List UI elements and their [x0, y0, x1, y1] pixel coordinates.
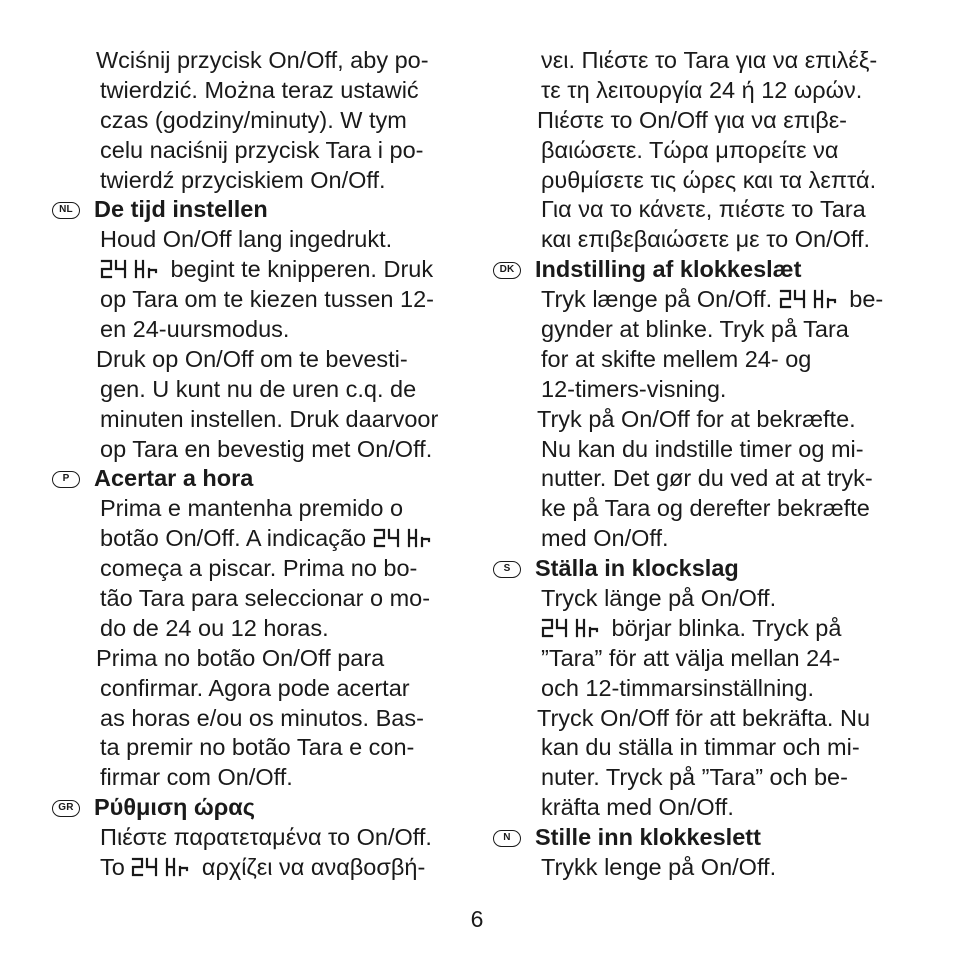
- text-fragment: Tryk på On/Off for at bekræfte.: [537, 405, 856, 432]
- text-fragment: Trykk lenge på On/Off.: [541, 854, 777, 881]
- segment-display-24hr-icon: [373, 528, 437, 548]
- text-fragment: och 12-timmarsinställning.: [541, 674, 814, 701]
- text-fragment: αρχίζει να αναβοσβή-: [201, 854, 426, 881]
- text-line: [52, 136, 472, 166]
- text-fragment: começa a piscar. Prima no bo-: [100, 555, 418, 582]
- text-fragment: tão Tara para seleccionar o mo-: [100, 585, 431, 612]
- text-fragment: czas (godziny/minuty). W tym: [100, 106, 407, 133]
- text-fragment: as horas e/ou os minutos. Bas-: [100, 704, 424, 731]
- text-line: [52, 375, 472, 405]
- text-line: [52, 763, 472, 793]
- section-title: Stille inn klokkeslett: [535, 824, 761, 851]
- text-fragment: twierdzić. Można teraz ustawić: [100, 76, 419, 103]
- text-fragment: do de 24 ou 12 horas.: [100, 614, 329, 641]
- text-fragment: gen. U kunt nu de uren c.q. de: [100, 375, 417, 402]
- language-badge-icon: N: [493, 830, 521, 847]
- text-fragment: Prima e mantenha premido o: [100, 495, 404, 522]
- text-line: [52, 106, 472, 136]
- text-fragment: Houd On/Off lang ingedrukt.: [100, 226, 393, 253]
- text-line: [493, 763, 913, 793]
- text-line: [493, 285, 913, 315]
- text-fragment: med On/Off.: [541, 525, 669, 552]
- text-fragment: Tryck On/Off för att bekräfta. Nu: [537, 704, 871, 731]
- text-fragment: ρυθμίσετε τις ώρες και τα λεπτά.: [541, 166, 877, 193]
- text-fragment: βαιώσετε. Τώρα μπορείτε να: [541, 136, 839, 163]
- text-line: [52, 345, 472, 375]
- text-fragment: for at skifte mellem 24- og: [541, 345, 812, 372]
- language-badge-icon: S: [493, 561, 521, 578]
- text-line: [52, 285, 472, 315]
- section-heading: [52, 195, 472, 225]
- section-title: Ställa in klockslag: [535, 555, 739, 582]
- text-line: [493, 494, 913, 524]
- text-line: [52, 704, 472, 734]
- text-fragment: Για να το κάνετε, πιέστε το Tara: [541, 196, 866, 223]
- language-badge-icon: P: [52, 471, 80, 488]
- text-line: [52, 733, 472, 763]
- text-line: [493, 46, 913, 76]
- text-line: [52, 494, 472, 524]
- text-line: [52, 405, 472, 435]
- text-fragment: gynder at blinke. Tryk på Tara: [541, 316, 849, 343]
- right-column: [493, 46, 913, 883]
- text-fragment: confirmar. Agora pode acertar: [100, 674, 410, 701]
- text-fragment: Nu kan du indstille timer og mi-: [541, 435, 864, 462]
- segment-display-24hr-icon: [100, 259, 164, 279]
- text-fragment: ”Tara” för att välja mellan 24-: [541, 644, 841, 671]
- text-line: [493, 315, 913, 345]
- text-fragment: börjar blinka. Tryck på: [611, 614, 842, 641]
- text-fragment: en 24-uursmodus.: [100, 316, 290, 343]
- text-fragment: op Tara om te kiezen tussen 12-: [100, 286, 434, 313]
- text-line: [493, 345, 913, 375]
- left-column: [52, 46, 472, 883]
- text-line: [52, 315, 472, 345]
- text-line: [52, 225, 472, 255]
- text-fragment: και επιβεβαιώσετε με το On/Off.: [541, 226, 871, 253]
- text-line: [493, 195, 913, 225]
- text-line: [493, 674, 913, 704]
- text-line: [493, 584, 913, 614]
- section-title: Acertar a hora: [94, 465, 254, 492]
- text-fragment: ke på Tara og derefter bekræfte: [541, 495, 870, 522]
- text-line: [493, 524, 913, 554]
- text-line: [493, 644, 913, 674]
- text-line: [52, 853, 472, 883]
- text-line: [493, 614, 913, 644]
- text-line: [493, 793, 913, 823]
- text-line: [493, 225, 913, 255]
- text-line: [52, 644, 472, 674]
- text-fragment: Tryck länge på On/Off.: [541, 585, 777, 612]
- text-fragment: Prima no botão On/Off para: [96, 644, 385, 671]
- section-heading: [493, 255, 913, 285]
- text-fragment: Tryk længe på On/Off.: [541, 286, 773, 313]
- text-fragment: firmar com On/Off.: [100, 764, 293, 791]
- text-line: [493, 106, 913, 136]
- segment-display-24hr-icon: [779, 289, 843, 309]
- text-fragment: be-: [849, 286, 884, 313]
- text-line: [493, 166, 913, 196]
- text-fragment: Wciśnij przycisk On/Off, aby po-: [96, 47, 429, 73]
- text-line: [493, 704, 913, 734]
- language-badge-icon: NL: [52, 202, 80, 219]
- text-line: [52, 823, 472, 853]
- text-fragment: Πιέστε παρατεταμένα το On/Off.: [100, 824, 432, 851]
- text-line: [493, 464, 913, 494]
- text-fragment: Το: [100, 854, 125, 881]
- section-heading: [52, 464, 472, 494]
- text-fragment: kan du ställa in timmar och mi-: [541, 734, 860, 761]
- text-line: [493, 76, 913, 106]
- text-line: [493, 733, 913, 763]
- text-line: [493, 853, 913, 883]
- text-line: [52, 255, 472, 285]
- language-badge-icon: GR: [52, 800, 80, 817]
- segment-display-24hr-icon: [131, 857, 195, 877]
- text-fragment: τε τη λειτουργία 24 ή 12 ωρών.: [541, 76, 863, 103]
- text-fragment: op Tara en bevestig met On/Off.: [100, 435, 433, 462]
- text-fragment: begint te knipperen. Druk: [170, 256, 434, 283]
- section-heading: [52, 793, 472, 823]
- text-line: [52, 584, 472, 614]
- text-line: [52, 674, 472, 704]
- text-line: [52, 76, 472, 106]
- text-line: [52, 554, 472, 584]
- language-badge-icon: DK: [493, 262, 521, 279]
- text-fragment: ta premir no botão Tara e con-: [100, 734, 415, 761]
- text-line: [52, 166, 472, 196]
- text-fragment: νει. Πιέστε το Tara για να επιλέξ-: [541, 47, 878, 73]
- section-title: De tijd instellen: [94, 196, 268, 223]
- text-fragment: botão On/Off. A indicação: [100, 525, 367, 552]
- text-line: [52, 435, 472, 465]
- text-fragment: Druk op On/Off om te bevesti-: [96, 345, 408, 372]
- section-title: Indstilling af klokkeslæt: [535, 256, 802, 283]
- text-fragment: twierdź przyciskiem On/Off.: [100, 166, 386, 193]
- text-fragment: celu naciśnij przycisk Tara i po-: [100, 136, 424, 163]
- text-fragment: Πιέστε το On/Off για να επιβε-: [537, 106, 848, 133]
- section-heading: [493, 823, 913, 853]
- text-line: [493, 136, 913, 166]
- text-fragment: nutter. Det gør du ved at at tryk-: [541, 465, 873, 492]
- text-line: [493, 405, 913, 435]
- text-line: [52, 524, 472, 554]
- text-line: [52, 46, 472, 76]
- text-line: [52, 614, 472, 644]
- text-line: [493, 435, 913, 465]
- segment-display-24hr-icon: [541, 618, 605, 638]
- section-heading: [493, 554, 913, 584]
- text-fragment: nuter. Tryck på ”Tara” och be-: [541, 764, 848, 791]
- text-fragment: kräfta med On/Off.: [541, 794, 734, 821]
- page-number: 6: [470, 906, 484, 932]
- text-fragment: 12-timers-visning.: [541, 375, 727, 402]
- section-title: Ρύθμιση ώρας: [94, 794, 255, 821]
- text-fragment: minuten instellen. Druk daarvoor: [100, 405, 439, 432]
- text-line: [493, 375, 913, 405]
